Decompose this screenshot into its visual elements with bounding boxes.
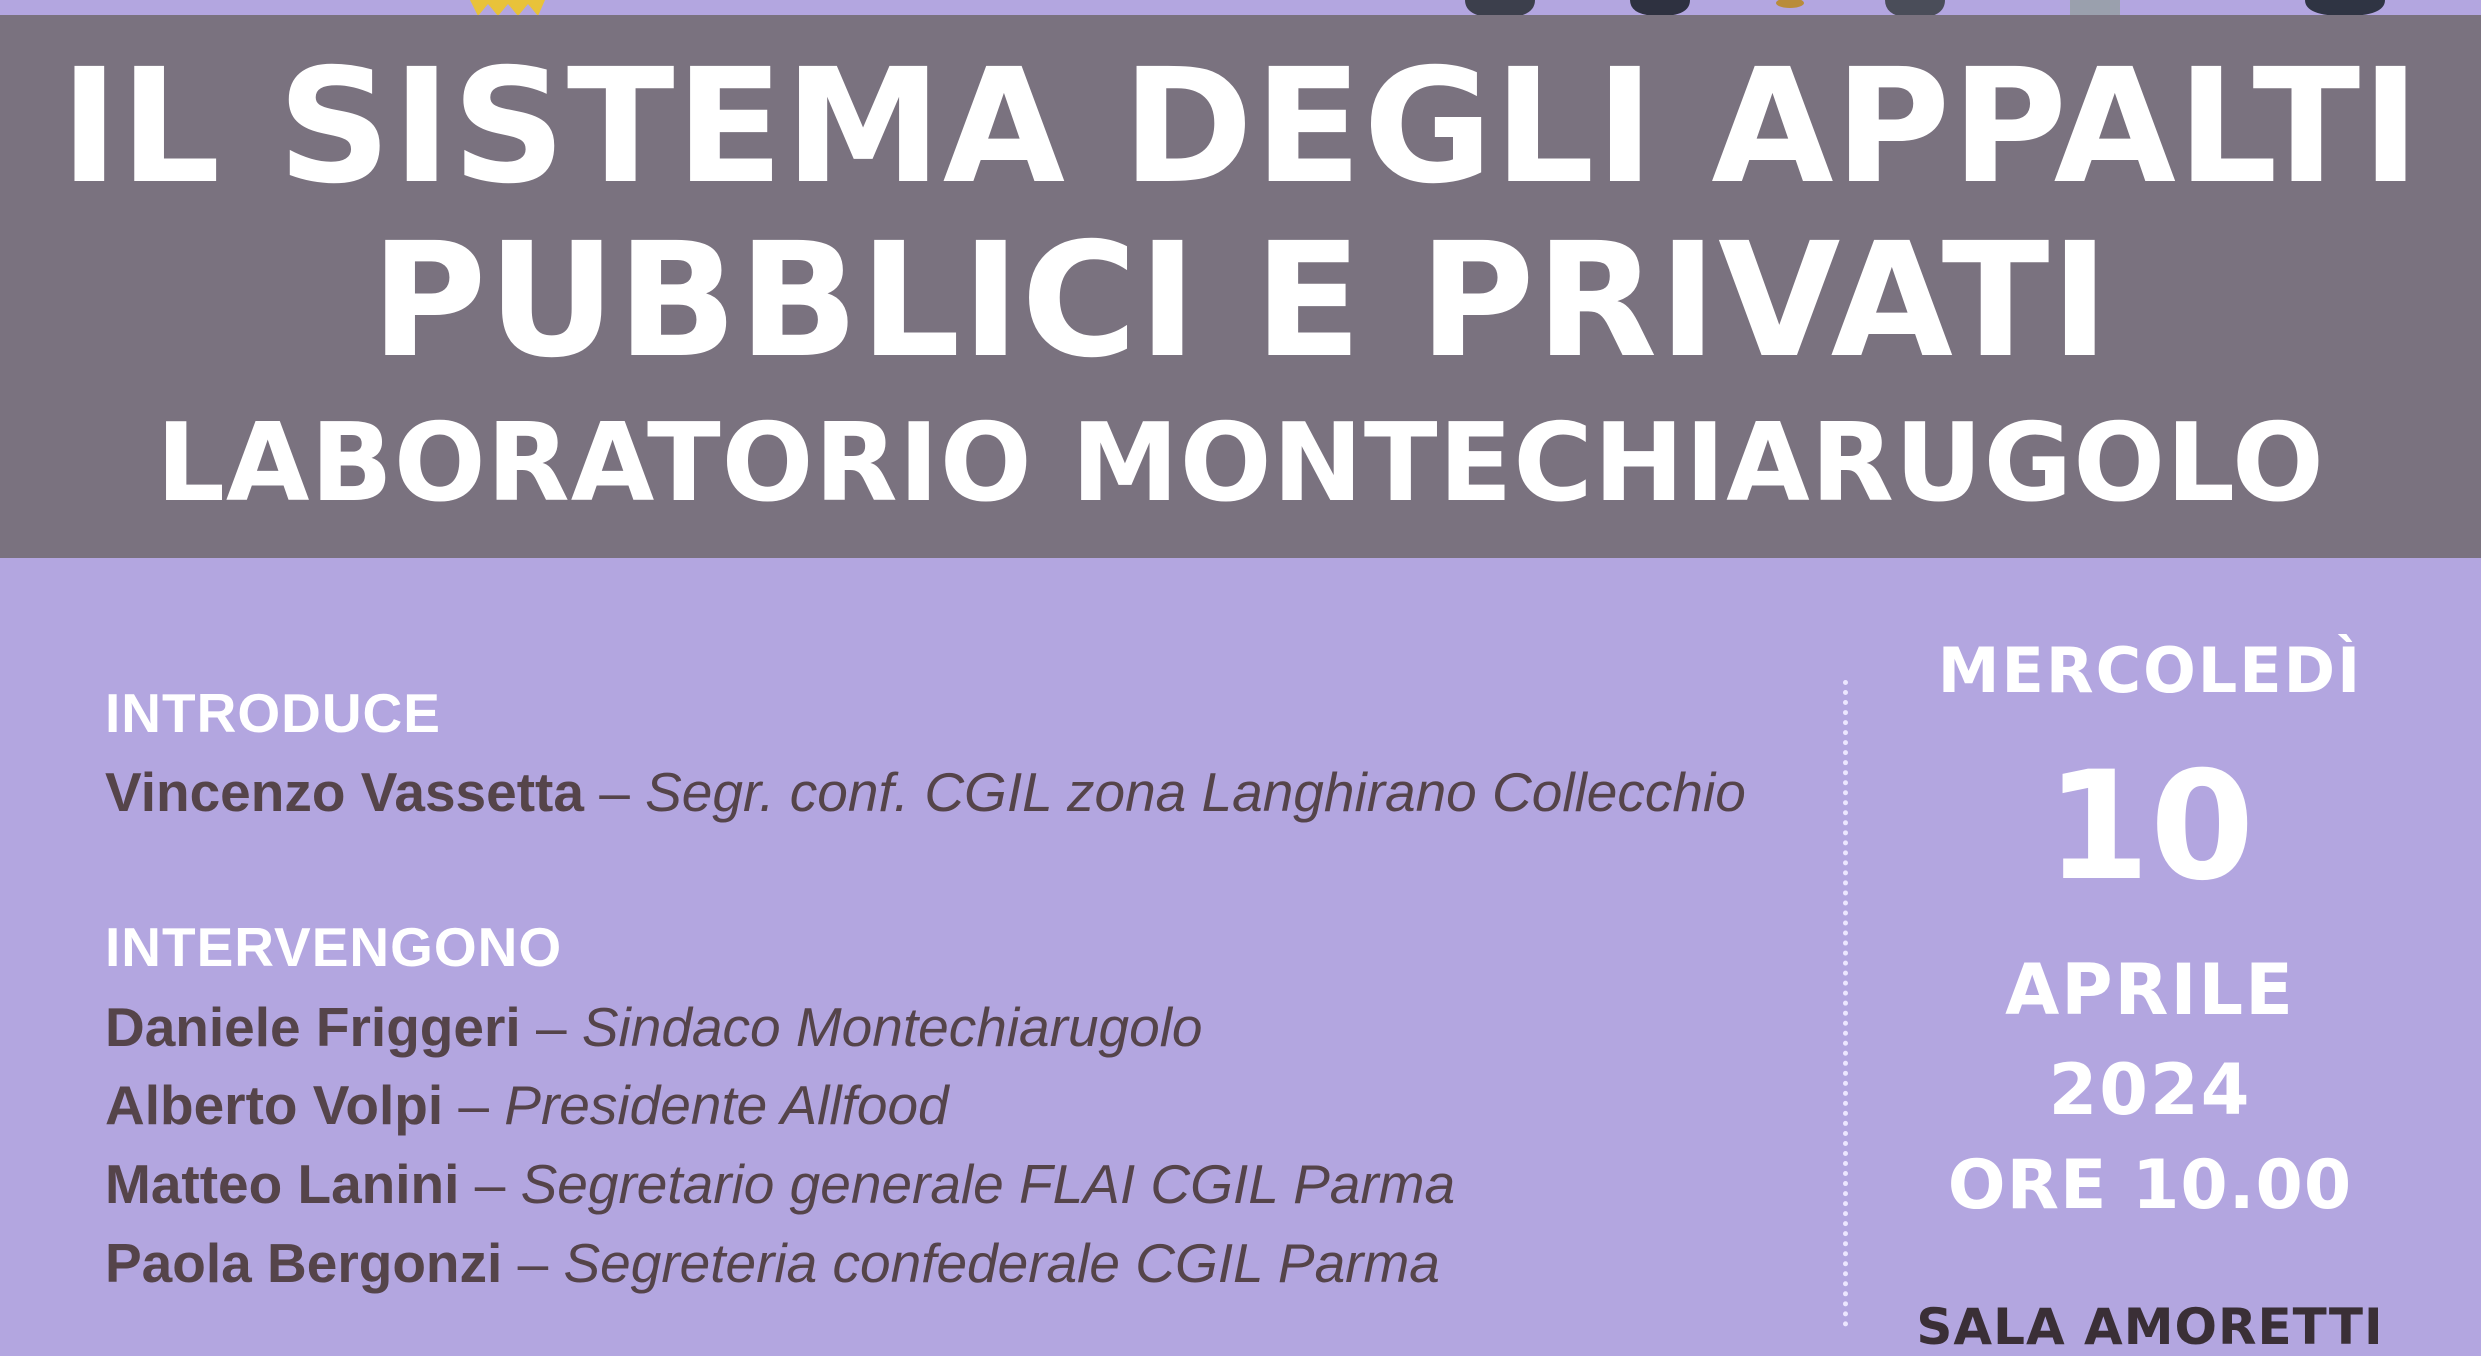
crown-illustration: [470, 0, 545, 16]
separator: –: [517, 1232, 549, 1294]
speaker-role: Segretario generale FLAI CGIL Parma: [520, 1153, 1456, 1215]
speaker-name: Vincenzo Vassetta: [105, 761, 584, 823]
speaker-row: [105, 1074, 949, 1136]
round-object-illustration-3: [2305, 0, 2385, 16]
round-object-illustration-2: [1630, 0, 1690, 16]
event-weekday: MERCOLEDÌ: [1937, 634, 2363, 707]
title-line-2: PUBBLICI E PRIVATI: [370, 209, 2111, 393]
speaker-introduce: [105, 761, 1746, 823]
separator: –: [458, 1074, 490, 1136]
event-time: ORE 10.00: [1947, 1146, 2353, 1225]
speaker-row: [105, 1153, 1456, 1215]
separator: –: [599, 761, 630, 823]
dotted-divider: [1843, 680, 1848, 1327]
machine-illustration: [2070, 0, 2120, 16]
speaker-name: Alberto Volpi: [105, 1074, 444, 1136]
introduce-label: INTRODUCE: [105, 682, 441, 744]
separator: –: [474, 1153, 506, 1215]
speaker-role: Segreteria confederale CGIL Parma: [563, 1232, 1440, 1294]
speaker-name: Daniele Friggeri: [105, 996, 521, 1058]
speaker-role: Segr. conf. CGIL zona Langhirano Collecchio: [645, 761, 1746, 823]
separator: –: [535, 996, 567, 1058]
intervengono-label: INTERVENGONO: [105, 916, 563, 978]
title-line-1: IL SISTEMA DEGLI APPALTI: [59, 35, 2422, 219]
event-month: APRILE: [2005, 949, 2295, 1031]
event-year: 2024: [2048, 1049, 2252, 1131]
speaker-role: Presidente Allfood: [504, 1074, 949, 1136]
speaker-name: Paola Bergonzi: [105, 1232, 503, 1294]
speaker-row: [105, 1232, 1440, 1294]
small-object-illustration: [1776, 0, 1804, 8]
title-subtitle: LABORATORIO MONTECHIARUGOLO: [156, 401, 2325, 526]
speaker-role: Sindaco Montechiarugolo: [581, 996, 1203, 1058]
event-venue: SALA AMORETTI: [1916, 1298, 2384, 1356]
speaker-row: [105, 996, 1203, 1058]
event-day: 10: [2045, 740, 2255, 914]
speaker-name: Matteo Lanini: [105, 1153, 460, 1215]
